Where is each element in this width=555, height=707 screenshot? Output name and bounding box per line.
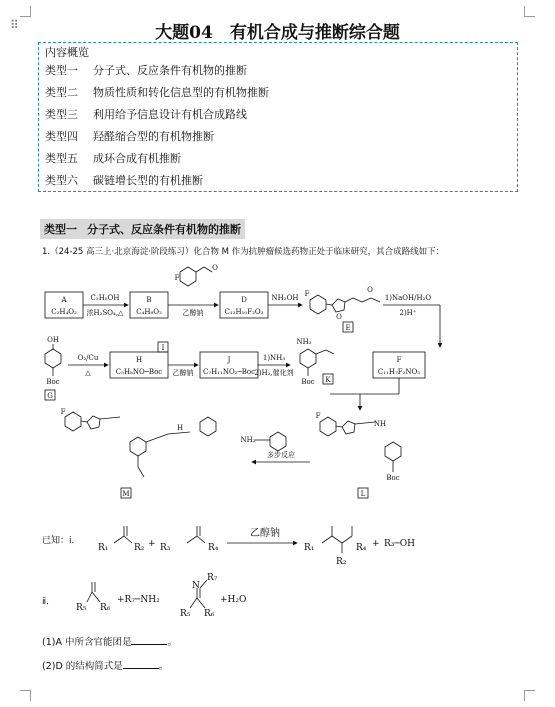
svg-text:OH: OH xyxy=(47,336,59,344)
svg-text:C₁₂H₁₀F₂O₃: C₁₂H₁₀F₂O₃ xyxy=(224,308,264,316)
svg-text:C₄H₈O₂: C₄H₈O₂ xyxy=(136,308,162,316)
svg-text:O₂/Cu: O₂/Cu xyxy=(77,354,99,362)
svg-text:R₃─OH: R₃─OH xyxy=(384,539,416,549)
svg-text:1)NaOH/H₂O: 1)NaOH/H₂O xyxy=(384,294,432,302)
drag-handle-icon[interactable]: ⠿ xyxy=(10,18,19,32)
svg-text:+H₂O: +H₂O xyxy=(220,595,247,605)
question-1: (1)A 中所含官能团是 。 xyxy=(42,637,177,648)
corner-mark xyxy=(20,690,31,701)
svg-text:I: I xyxy=(161,344,165,352)
svg-text:乙醇钠: 乙醇钠 xyxy=(250,528,280,539)
known-reaction-i xyxy=(42,508,522,568)
answer-blank[interactable] xyxy=(131,635,167,645)
svg-text:R₃: R₃ xyxy=(160,543,171,553)
svg-text:R₆: R₆ xyxy=(204,609,215,619)
svg-text:C₂H₅OH: C₂H₅OH xyxy=(90,294,120,302)
svg-text:2)H₂,催化剂: 2)H₂,催化剂 xyxy=(254,369,294,377)
svg-text:B: B xyxy=(146,296,152,304)
svg-text:NH₂OH: NH₂OH xyxy=(271,294,299,302)
svg-text:F: F xyxy=(315,412,321,420)
svg-text:R₅: R₅ xyxy=(180,609,191,619)
svg-text:浓H₂SO₄,△: 浓H₂SO₄,△ xyxy=(86,309,124,317)
svg-text:R₅: R₅ xyxy=(76,603,87,613)
svg-text:R₇: R₇ xyxy=(207,573,218,583)
svg-text:Boc: Boc xyxy=(46,378,60,386)
toc-item[interactable]: 类型六 碳链增长型的有机推断 xyxy=(45,174,203,187)
svg-text:C₇H₁₁NO₂─Boc: C₇H₁₁NO₂─Boc xyxy=(202,368,256,376)
toc-item[interactable]: 类型三 利用给予信息设计有机合成路线 xyxy=(45,108,247,121)
svg-text:E: E xyxy=(345,324,351,332)
toc-item[interactable]: 类型二 物质性质和转化信息型的有机物推断 xyxy=(45,86,269,99)
known-reaction-ii xyxy=(42,570,342,625)
svg-text:R₄: R₄ xyxy=(208,543,219,553)
svg-text:R₂: R₂ xyxy=(134,543,145,553)
svg-text:R₆: R₆ xyxy=(100,603,111,613)
question-2: (2)D 的结构简式是 。 xyxy=(42,661,169,672)
svg-text:L: L xyxy=(360,490,366,498)
svg-text:乙醇钠: 乙醇钠 xyxy=(182,309,204,317)
svg-text:A: A xyxy=(61,296,67,304)
toc-item[interactable]: 类型四 羟醛缩合型的有机物推断 xyxy=(45,130,214,143)
corner-mark xyxy=(20,6,31,17)
svg-text:R₄: R₄ xyxy=(356,543,367,553)
question-intro: 1.（24-25 高三上·北京海淀·阶段练习）化合物 M 作为抗肿瘤候选药物正处于临床研究，其合成路线如下： xyxy=(42,247,445,257)
answer-blank[interactable] xyxy=(123,659,159,669)
svg-text:G: G xyxy=(47,392,53,400)
svg-text:+: + xyxy=(372,539,380,549)
toc-item[interactable]: 类型一 分子式、反应条件有机物的推断 xyxy=(45,64,247,77)
svg-text:F: F xyxy=(396,356,402,364)
known-label: 已知：ⅰ． xyxy=(42,536,81,546)
svg-text:多步反应: 多步反应 xyxy=(267,451,295,459)
svg-text:R₁: R₁ xyxy=(98,543,109,553)
svg-text:H: H xyxy=(176,424,184,432)
svg-text:O: O xyxy=(212,264,218,272)
svg-text:O: O xyxy=(367,286,373,294)
svg-text:1)NH₃: 1)NH₃ xyxy=(262,354,286,362)
svg-text:R₁: R₁ xyxy=(304,543,315,553)
svg-text:△: △ xyxy=(85,369,91,377)
svg-text:+: + xyxy=(148,539,156,549)
svg-text:R₂: R₂ xyxy=(336,557,347,567)
svg-text:乙醇钠: 乙醇钠 xyxy=(172,369,194,377)
svg-text:+R₇─NH₂: +R₇─NH₂ xyxy=(117,595,160,605)
svg-text:Boc: Boc xyxy=(386,474,400,482)
svg-text:D: D xyxy=(241,296,247,304)
known-label-ii: ⅱ． xyxy=(42,597,56,607)
synthesis-scheme xyxy=(40,262,520,502)
svg-text:F: F xyxy=(304,290,310,298)
svg-text:NH₂: NH₂ xyxy=(240,436,256,444)
svg-text:F: F xyxy=(174,274,180,282)
svg-text:C₂H₄O₂: C₂H₄O₂ xyxy=(51,308,77,316)
svg-text:M: M xyxy=(122,490,130,498)
svg-text:F: F xyxy=(60,408,66,416)
svg-text:H: H xyxy=(135,356,143,364)
svg-text:C₁₁H₇F₂NO₃: C₁₁H₇F₂NO₃ xyxy=(377,368,421,376)
contents-overview-box xyxy=(38,42,518,192)
svg-text:O: O xyxy=(336,313,342,321)
svg-text:NH₂: NH₂ xyxy=(296,338,312,346)
svg-text:2)H⁺: 2)H⁺ xyxy=(399,309,417,317)
toc-item[interactable]: 类型五 成环合成有机推断 xyxy=(45,152,181,165)
svg-text:N: N xyxy=(192,581,200,591)
page-title: 大题04 有机合成与推断综合题 xyxy=(155,23,400,43)
section-heading: 类型一 分子式、反应条件有机物的推断 xyxy=(40,219,245,239)
corner-mark xyxy=(524,690,535,701)
svg-text:NH: NH xyxy=(373,420,387,428)
svg-text:C₅H₈NO─Boc: C₅H₈NO─Boc xyxy=(115,368,163,376)
svg-text:K: K xyxy=(325,376,331,384)
svg-text:J: J xyxy=(227,356,231,364)
svg-text:Boc: Boc xyxy=(301,378,315,386)
contents-heading: 内容概览 xyxy=(45,46,89,59)
corner-mark xyxy=(524,6,535,17)
